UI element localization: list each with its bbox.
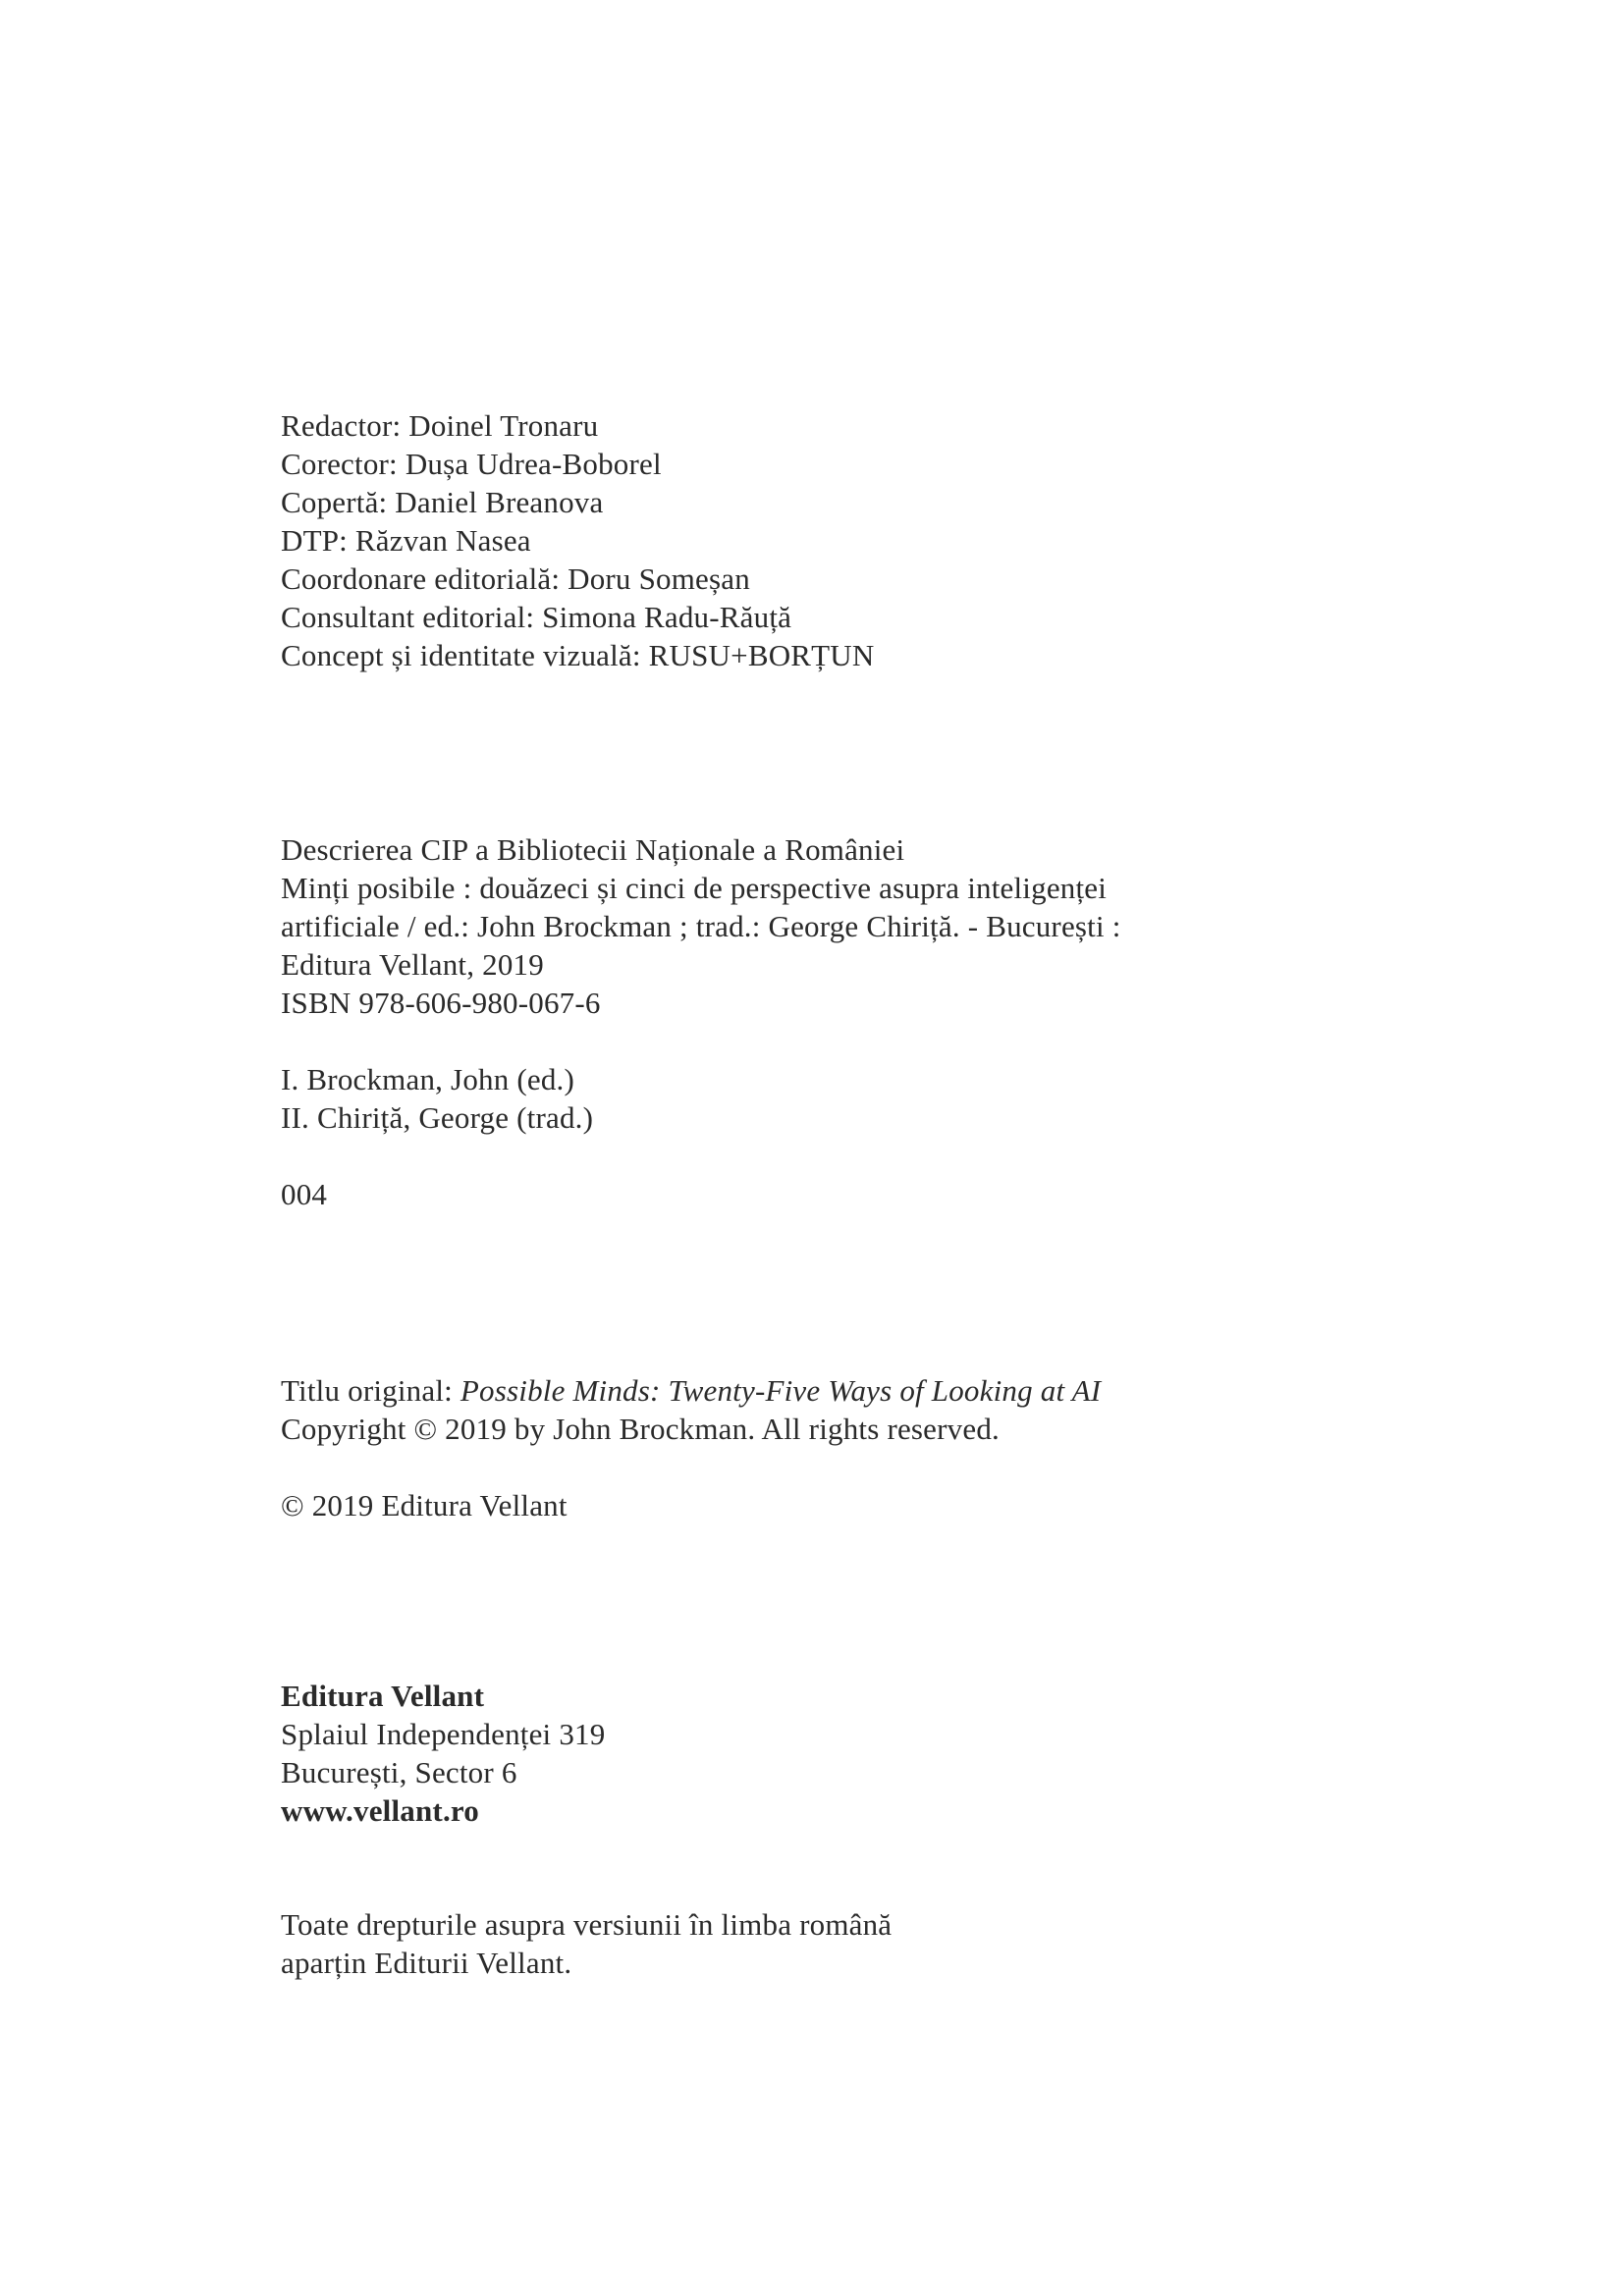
publisher-name: Editura Vellant bbox=[281, 1679, 485, 1713]
spacer bbox=[281, 1022, 1361, 1060]
rights-line: Toate drepturile asupra versiunii în limba română bbox=[281, 1907, 893, 1942]
cip-block bbox=[281, 830, 1361, 1213]
publisher-copyright: © 2019 Editura Vellant bbox=[281, 1488, 568, 1522]
original-title-line bbox=[281, 1371, 1361, 1410]
credit-proofreader: Corector: Dușa Udrea-Boborel bbox=[281, 447, 662, 481]
publisher-website[interactable]: www.vellant.ro bbox=[281, 1793, 479, 1828]
rights-line: aparțin Editurii Vellant. bbox=[281, 1946, 572, 1980]
credit-editor: Redactor: Doinel Tronaru bbox=[281, 408, 599, 443]
cip-classification: 004 bbox=[281, 1177, 328, 1211]
publisher-city: București, Sector 6 bbox=[281, 1755, 517, 1789]
cip-contributor: I. Brockman, John (ed.) bbox=[281, 1062, 575, 1096]
original-title-label: Titlu original: bbox=[281, 1373, 460, 1408]
publisher-street: Splaiul Independenței 319 bbox=[281, 1717, 606, 1751]
credit-dtp: DTP: Răzvan Nasea bbox=[281, 523, 531, 558]
credit-cover: Copertă: Daniel Breanova bbox=[281, 485, 604, 519]
credit-visual-identity: Concept și identitate vizuală: RUSU+BORȚUN bbox=[281, 638, 875, 672]
cip-heading: Descrierea CIP a Bibliotecii Naționale a României bbox=[281, 832, 905, 867]
credit-editorial-coordination: Coordonare editorială: Doru Someșan bbox=[281, 561, 750, 596]
publisher-block bbox=[281, 1677, 1361, 1830]
cip-isbn: ISBN 978-606-980-067-6 bbox=[281, 986, 601, 1020]
original-title: Possible Minds: Twenty-Five Ways of Looking at AI bbox=[460, 1373, 1102, 1408]
rights-block bbox=[281, 1905, 1361, 1982]
cip-contributor: II. Chiriță, George (trad.) bbox=[281, 1100, 594, 1135]
cip-description-line: Minți posibile : douăzeci și cinci de perspective asupra inteligenței bbox=[281, 871, 1108, 905]
spacer bbox=[281, 1448, 1361, 1486]
original-copyright: Copyright © 2019 by John Brockman. All rights reserved. bbox=[281, 1412, 1000, 1446]
cip-description-line: Editura Vellant, 2019 bbox=[281, 947, 544, 982]
spacer bbox=[281, 1137, 1361, 1175]
credit-editorial-consultant: Consultant editorial: Simona Radu-Răuță bbox=[281, 600, 792, 634]
original-title-block bbox=[281, 1371, 1361, 1524]
credits-block bbox=[281, 406, 1361, 674]
cip-description-line: artificiale / ed.: John Brockman ; trad.: George Chiriță. - București : bbox=[281, 909, 1121, 943]
